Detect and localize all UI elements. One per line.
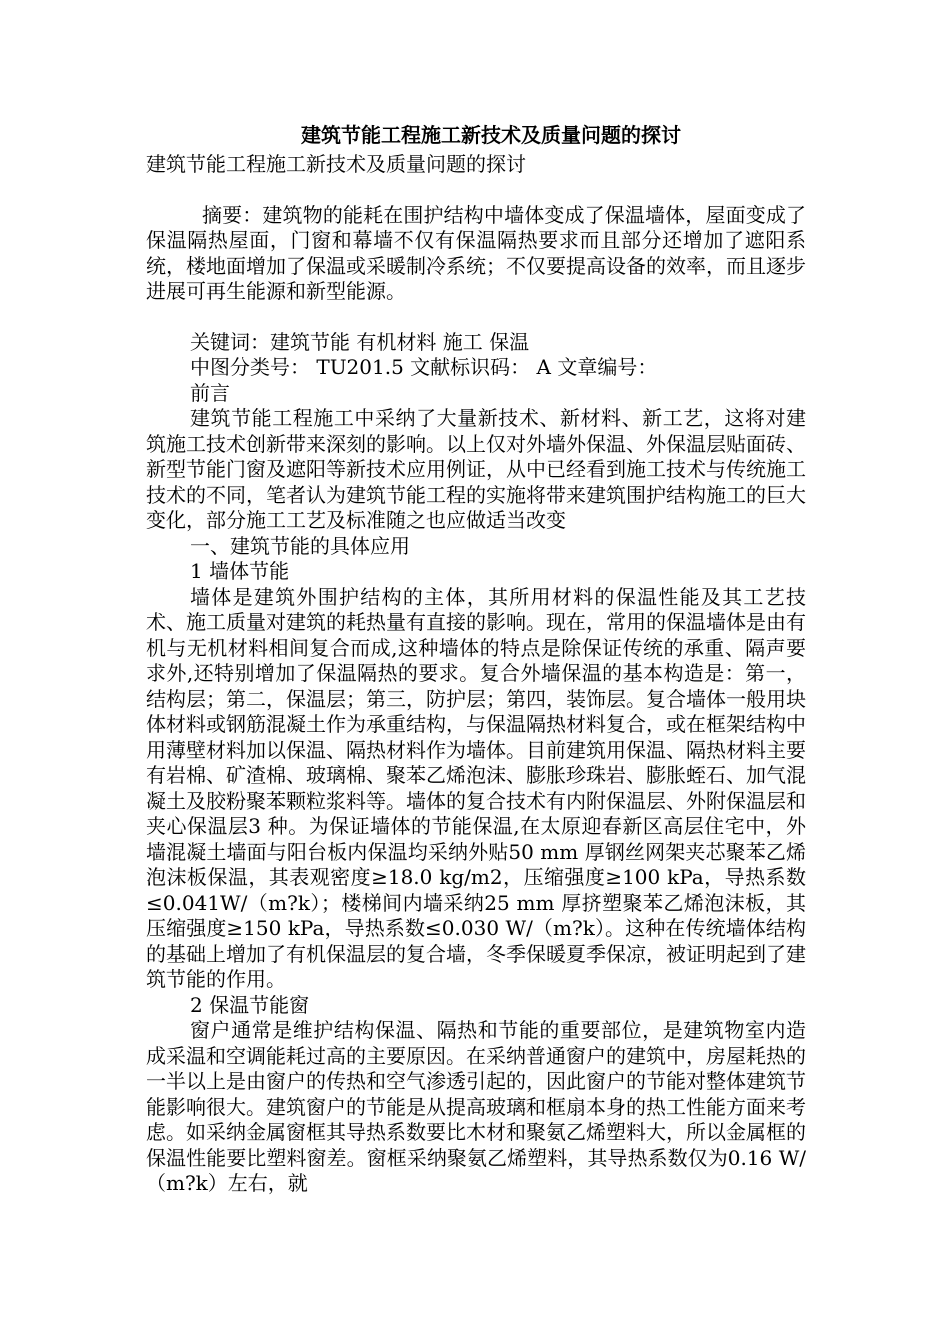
blank-line xyxy=(146,178,806,203)
abstract-paragraph: 摘要：建筑物的能耗在围护结构中墙体变成了保温墙体，屋面变成了保温隔热屋面，门窗和幕墙不仅有保温隔热要求而且部分还增加了遮阳系统，楼地面增加了保温或采暖制冷系统；不仅要提高设备的效率，而且逐步进展可再生能源和新型能源。 xyxy=(146,202,806,303)
window-paragraph: 窗户通常是维护结构保温、隔热和节能的重要部位，是建筑物室内造成采温和空调能耗过高的主要原因。在采纳普通窗户的建筑中，房屋耗热的一半以上是由窗户的传热和空气渗透引起的，因此窗户的节能对整体建筑节能影响很大。建筑窗户的节能是从提高玻璃和框扇本身的热工性能方面来考虑。如采纳金属窗框其导热系数要比木材和聚氨乙烯塑料大，所以金属框的保温性能要比塑料窗差。窗框采纳聚氨乙烯塑料，其导热系数仅为0.16 W/（m?k）左右，就 xyxy=(146,1018,806,1195)
subsection-heading-window: 2 保温节能窗 xyxy=(190,992,310,1017)
document-page xyxy=(146,118,806,1197)
subsection-heading-wall: 1 墙体节能 xyxy=(190,559,290,583)
document-subtitle: 建筑节能工程施工新技术及质量问题的探讨 xyxy=(146,152,526,176)
preface-paragraph: 建筑节能工程施工中采纳了大量新技术、新材料、新工艺，这将对建筑施工技术创新带来深刻的影响。以上仅对外墙外保温、外保温层贴面砖、新型节能门窗及遮阳等新技术应用例证，从中已经看到施工技术与传统施工技术的不同，笔者认为建筑节能工程的实施将带来建筑围护结构施工的巨大变化，部分施工工艺及标准随之也应做适当改变 xyxy=(146,406,806,532)
wall-paragraph: 墙体是建筑外围护结构的主体，其所用材料的保温性能及其工艺技术、施工质量对建筑的耗热量有直接的影响。现在，常用的保温墙体是由有机与无机材料相间复合而成,这种墙体的特点是除保证传统的承重、隔声要求外,还特别增加了保温隔热的要求。复合外墙保温的基本构造是：第一，结构层；第二，保温层；第三，防护层；第四，装饰层。复合墙体一般用块体材料或钢筋混凝土作为承重结构，与保温隔热材料复合，或在框架结构中用薄壁材料加以保温、隔热材料作为墙体。目前建筑用保温、隔热材料主要有岩棉、矿渣棉、玻璃棉、聚苯乙烯泡沫、膨胀珍珠岩、膨胀蛭石、加气混凝土及胶粉聚苯颗粒浆料等。墙体的复合技术有内附保温层、外附保温层和夹心保温层3 种。为保证墙体的节能保温,在太原迎春新区高层住宅中，外墙混凝土墙面与阳台板内保温均采纳外贴50 mm 厚钢丝网架夹芯聚苯乙烯泡沫板保温，其表观密度≥18.0 kg/m2，压缩强度≥100 kPa，导热系数≤0.041W/（m?k）；楼梯间内墙采纳25 mm 厚挤塑聚苯乙烯泡沫板，其压缩强度≥150 kPa，导热系数≤0.030 W/（m?k）。这种在传统墙体结构的基础上增加了有机保温层的复合墙，冬季保暖夏季保凉，被证明起到了建筑节能的作用。 xyxy=(146,584,806,991)
preface-heading: 前言 xyxy=(190,380,230,405)
keywords-line: 关键词：建筑节能 有机材料 施工 保温 xyxy=(190,329,530,354)
classification-line: 中图分类号： TU201.5 文献标识码： A 文章编号： xyxy=(190,355,658,379)
blank-line xyxy=(146,305,806,330)
section-heading: 一、建筑节能的具体应用 xyxy=(190,533,410,558)
document-title: 建筑节能工程施工新技术及质量问题的探讨 xyxy=(301,123,681,147)
